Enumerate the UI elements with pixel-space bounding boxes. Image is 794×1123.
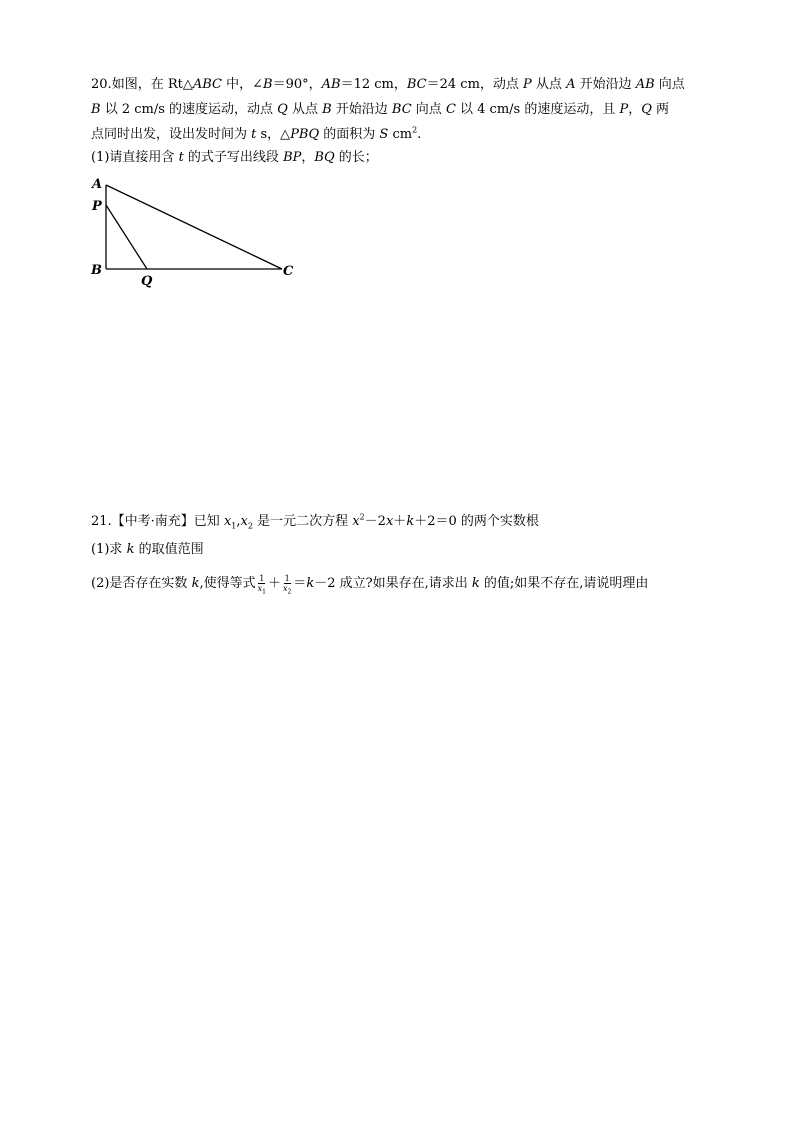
q20-line-1: 20.如图，在 Rt△ABC 中，∠B＝90°，AB＝12 cm，BC＝24 cm，动点 P 从点 A 开始沿边 AB 向点 <box>91 77 685 92</box>
q20-line-2: B 以 2 cm/s 的速度运动，动点 Q 从点 B 开始沿边 BC 向点 C 以 4 cm/s 的速度运动，且 P，Q 两 <box>91 102 670 117</box>
label-b: B <box>91 263 102 278</box>
q21-line-1: 21.【中考·南充】已知 $x_1,x_2$ 是一元二次方程 $x^2-2x+k+2=0$ 的两个实数根 <box>91 512 539 531</box>
fraction-1-over-x2: $\frac{1}{x_2}$ <box>282 574 292 596</box>
q21-part-1: (1)求 k 的取值范围 <box>91 542 204 557</box>
label-p: P <box>92 199 102 214</box>
triangle-figure <box>86 172 306 292</box>
q20-part-1: (1)请直接用含 t 的式子写出线段 BP，BQ 的长； <box>91 150 378 165</box>
q21-part-2: (2)是否存在实数 k,使得等式 $\frac{1}{x_1}$ ＋ $\frac{1}{x_2}$ ＝k－2 成立?如果存在,请求出 k 的值;如果不存在,请说明理由 <box>91 574 649 596</box>
side-ac <box>106 185 282 269</box>
label-c: C <box>283 264 294 279</box>
q20-number: 20. <box>91 77 112 92</box>
fraction-1-over-x1: $\frac{1}{x_1}$ <box>257 574 266 596</box>
label-q: Q <box>141 274 153 289</box>
label-a: A <box>92 177 103 192</box>
q20-line-3: 点同时出发，设出发时间为 t s，△PBQ 的面积为 S $cm^2$. <box>91 125 422 142</box>
segment-pq <box>106 205 147 269</box>
